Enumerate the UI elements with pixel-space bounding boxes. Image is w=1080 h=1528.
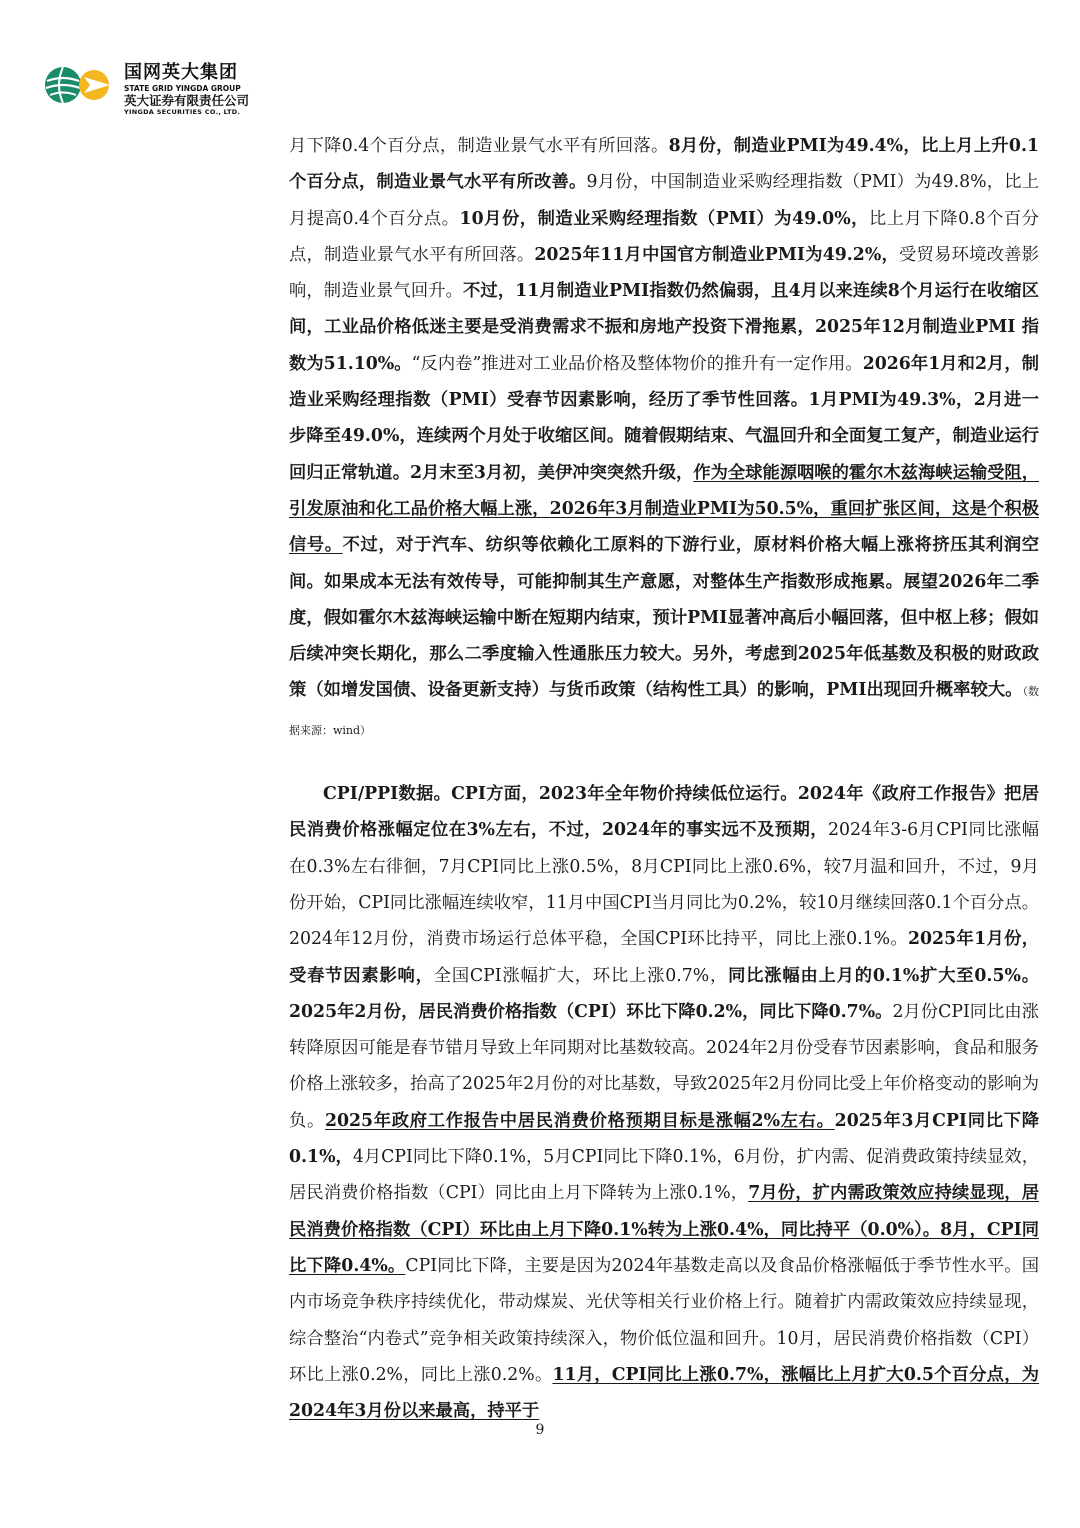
text-run: 2025年3月CPI同比下降0.1%， bbox=[289, 1110, 1039, 1168]
company-logo-icon bbox=[44, 66, 116, 104]
text-run: “反内卷”推进对工业品价格及整体物价的推升有一定作用。 bbox=[411, 353, 863, 374]
document-body bbox=[289, 128, 1039, 1429]
text-run: 7月份，扩内需政策效应持续显现，居民消费价格指数（CPI）环比由上月下降0.1%转为上涨0.4%，同比持平（0.0%）。8月，CPI同比下降0.4%。 bbox=[289, 1183, 1039, 1276]
company-name-cn: 国网英大集团 bbox=[124, 62, 238, 83]
text-run: 受贸易环境改善影响，制造业景气回升。 bbox=[289, 244, 1039, 302]
text-run: 2月份CPI同比由涨转降原因可能是春节错月导致上年同期对比基数较高。2024年2月份受春节因素影响，食品和服务价格上涨较多，抬高了2025年2月份的对比基数，导致2025年2月份同比受上年价格变动的影响为负。 bbox=[289, 1001, 1039, 1131]
subsidiary-name-cn: 英大证券有限责任公司 bbox=[124, 93, 250, 108]
cpi-paragraph bbox=[289, 776, 1039, 1429]
text-run: 2025年政府工作报告中居民消费价格预期目标是涨幅2%左右。 bbox=[324, 1110, 835, 1131]
text-run: 2025年1月份，受春节因素影响， bbox=[289, 929, 1039, 986]
text-run: （数据来源：wind） bbox=[289, 685, 1040, 737]
text-run: 作为全球能源咽喉的霍尔木兹海峡运输受阻，引发原油和化工品价格大幅上涨，2026年3月制造业PMI为50.5%，重回扩张区间，这是个积极信号。 bbox=[289, 462, 1039, 556]
text-run: CPI/PPI数据。CPI方面，2023年全年物价持续低位运行。2024年《政府工作报告》把居民消费价格涨幅定位在3%左右，不过，2024年的事实远不及预期， bbox=[289, 784, 1039, 841]
text-run: 全国CPI涨幅扩大，环比上涨0.7%， bbox=[433, 965, 729, 986]
subsidiary-name-en: YINGDA SECURITIES CO., LTD. bbox=[124, 108, 241, 116]
text-run: CPI同比下降，主要是因为2024年基数走高以及食品价格涨幅低于季节性水平。国内市场竞争秩序持续优化，带动煤炭、光伏等相关行业价格上行。随着扩内需政策效应持续显现，综合整治“内卷式”竞争相关政策持续深入，物价低位温和回升。10月，居民消费价格指数（CPI）环比上涨0.2%，同比上涨0.2%。 bbox=[289, 1255, 1039, 1385]
text-run: 10月份，制造业采购经理指数（PMI）为49.0%， bbox=[459, 208, 869, 229]
text-run: 不过，11月制造业PMI指数仍然偏弱，且4月以来连续8个月运行在收缩区间，工业品价格低迷主要是受消费需求不振和房地产投资下滑拖累，2025年12月制造业PMI 指数为51.10%。 bbox=[289, 281, 1039, 374]
text-run: 月下降0.4个百分点，制造业景气水平有所回落。 bbox=[289, 136, 669, 156]
text-run: 比上月下降0.8个百分点，制造业景气水平有所回落。 bbox=[289, 208, 1039, 265]
text-run: 2025年11月中国官方制造业PMI为49.2%， bbox=[534, 244, 900, 265]
text-run: 9月份，中国制造业采购经理指数（PMI）为49.8%，比上月提高0.4个百分点。 bbox=[289, 172, 1039, 229]
text-run: 不过，对于汽车、纺织等依赖化工原料的下游行业，原材料价格大幅上涨将挤压其利润空间。如果成本无法有效传导，可能抑制其生产意愿，对整体生产指数形成拖累。展望2026年二季度，假如霍尔木兹海峡运输中断在短期内结束，预计PMI显著冲高后小幅回落，但中枢上移；假如后续冲突长期化，那么二季度输入性通胀压力较大。另外，考虑到2025年低基数及积极的财政政策（如增发国债、设备更新支持）与货币政策（结构性工具）的影响，PMI出现回升概率较大。 bbox=[289, 535, 1039, 701]
company-name-en: STATE GRID YINGDA GROUP bbox=[124, 84, 241, 93]
pmi-paragraph bbox=[289, 128, 1039, 749]
text-run: 8月份，制造业PMI为49.4%，比上月上升0.1个百分点，制造业景气水平有所改善。 bbox=[289, 136, 1039, 193]
brand-text bbox=[124, 62, 249, 116]
page-number: 9 bbox=[535, 1422, 545, 1438]
text-run: 11月，CPI同比上涨0.7%，涨幅比上月扩大0.5个百分点，为2024年3月份以来最高，持平于 bbox=[289, 1364, 1040, 1422]
company-header bbox=[44, 62, 304, 128]
text-run: 2024年3-6月CPI同比涨幅在0.3%左右徘徊，7月CPI同比上涨0.5%，8月CPI同比上涨0.6%，较7月温和回升，不过，9月份开始，CPI同比涨幅连续收窄，11月中国CPI当月同比为0.2%，较10月继续回落0.1个百分点。2024年12月份，消费市场运行总体平稳，全国CPI环比持平，同比上涨0.1%。 bbox=[289, 820, 1039, 950]
text-run: 2026年1月和2月，制造业采购经理指数（PMI）受春节因素影响，经历了季节性回落。1月PMI为49.3%，2月进一步降至49.0%，连续两个月处于收缩区间。随着假期结束、气温回升和全面复工复产，制造业运行回归正常轨道。2月末至3月初，美伊冲突突然升级， bbox=[289, 353, 1039, 483]
text-run: 同比涨幅由上月的0.1%扩大至0.5%。2025年2月份，居民消费价格指数（CPI）环比下降0.2%，同比下降0.7%。 bbox=[289, 965, 1039, 1022]
text-run: 4月CPI同比下降0.1%，5月CPI同比下降0.1%，6月份，扩内需、促消费政策持续显效，居民消费价格指数（CPI）同比由上月下降转为上涨0.1%， bbox=[289, 1147, 1039, 1204]
